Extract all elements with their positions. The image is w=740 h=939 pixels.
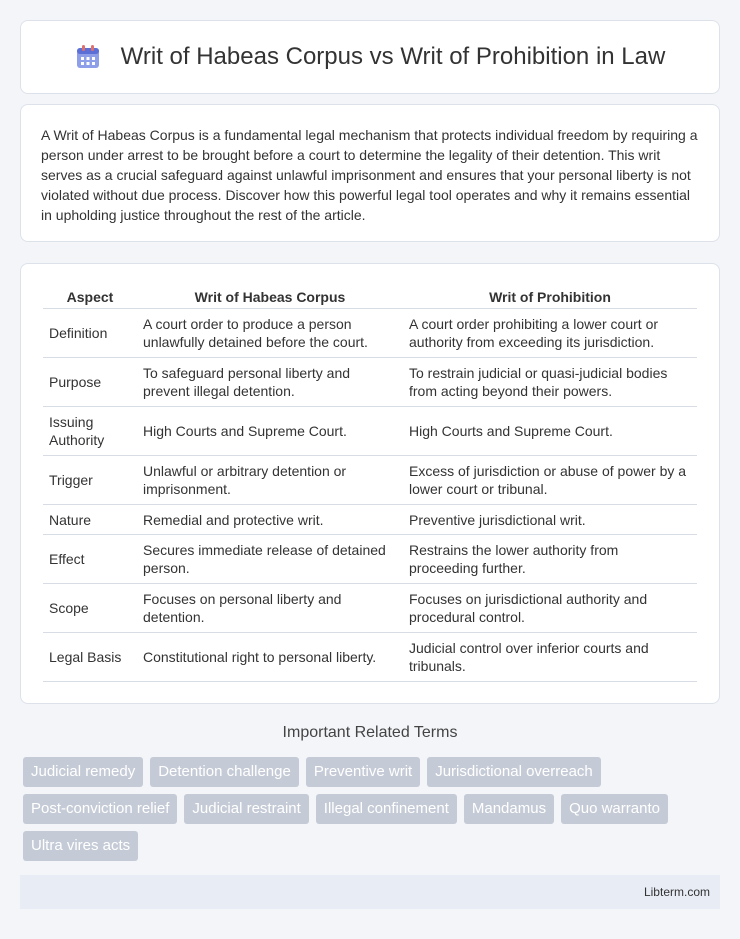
row-habeas-corpus: High Courts and Supreme Court.: [137, 407, 403, 456]
related-terms-title: Important Related Terms: [282, 724, 458, 741]
calendar-icon: [75, 44, 101, 70]
footer-site-link[interactable]: Libterm.com: [643, 885, 710, 899]
row-prohibition: Focuses on jurisdictional authority and procedural control.: [403, 584, 697, 633]
row-aspect: Trigger: [43, 456, 137, 505]
row-aspect: Effect: [43, 535, 137, 584]
intro-text: A Writ of Habeas Corpus is a fundamental legal mechanism that protects individual freedom by requiring a person under arrest to be brought before a court to determine the legality of their detention. This writ serves as a crucial safeguard against unlawful imprisonment and ensures that your personal liberty is not violated without due process. Discover how this powerful legal tool operates and why it remains essential in upholding justice throughout the rest of the article.: [41, 127, 698, 223]
table-row: [43, 309, 697, 358]
related-term-tag[interactable]: Ultra vires acts: [23, 831, 138, 861]
row-aspect: Scope: [43, 584, 137, 633]
related-term-tag[interactable]: Mandamus: [464, 794, 554, 824]
related-terms-list: [23, 757, 723, 861]
table-row: [43, 584, 697, 633]
row-habeas-corpus: Focuses on personal liberty and detention.: [137, 584, 403, 633]
row-aspect: Nature: [43, 505, 137, 535]
row-aspect: Legal Basis: [43, 633, 137, 682]
row-prohibition: High Courts and Supreme Court.: [403, 407, 697, 456]
row-habeas-corpus: To safeguard personal liberty and prevent illegal detention.: [137, 358, 403, 407]
table-row: [43, 505, 697, 535]
related-term-tag[interactable]: Post-conviction relief: [23, 794, 177, 824]
row-prohibition: A court order prohibiting a lower court or authority from exceeding its jurisdiction.: [403, 309, 697, 358]
row-habeas-corpus: A court order to produce a person unlawfully detained before the court.: [137, 309, 403, 358]
header-habeas-corpus: Writ of Habeas Corpus: [137, 284, 403, 309]
header-prohibition: Writ of Prohibition: [403, 284, 697, 309]
row-habeas-corpus: Remedial and protective writ.: [137, 505, 403, 535]
comparison-table-card: [20, 263, 720, 704]
related-term-tag[interactable]: Illegal confinement: [316, 794, 457, 824]
related-term-tag[interactable]: Jurisdictional overreach: [427, 757, 601, 787]
row-prohibition: Judicial control over inferior courts and tribunals.: [403, 633, 697, 682]
footer: [20, 875, 720, 909]
row-prohibition: To restrain judicial or quasi-judicial bodies from acting beyond their powers.: [403, 358, 697, 407]
related-term-tag[interactable]: Quo warranto: [561, 794, 668, 824]
row-prohibition: Restrains the lower authority from proceeding further.: [403, 535, 697, 584]
table-row: [43, 535, 697, 584]
row-prohibition: Preventive jurisdictional writ.: [403, 505, 697, 535]
related-term-tag[interactable]: Preventive writ: [306, 757, 420, 787]
table-row: [43, 633, 697, 682]
table-row: [43, 456, 697, 505]
row-habeas-corpus: Unlawful or arbitrary detention or imprisonment.: [137, 456, 403, 505]
row-aspect: Purpose: [43, 358, 137, 407]
comparison-table: [43, 284, 697, 682]
page-title: Writ of Habeas Corpus vs Writ of Prohibition in Law: [120, 43, 666, 70]
table-row: [43, 358, 697, 407]
row-aspect: Definition: [43, 309, 137, 358]
related-term-tag[interactable]: Judicial restraint: [184, 794, 308, 824]
related-term-tag[interactable]: Judicial remedy: [23, 757, 143, 787]
row-habeas-corpus: Secures immediate release of detained person.: [137, 535, 403, 584]
header-aspect: Aspect: [43, 284, 137, 309]
header-card: [20, 20, 720, 94]
row-habeas-corpus: Constitutional right to personal liberty.: [137, 633, 403, 682]
intro-card: [20, 104, 720, 242]
row-prohibition: Excess of jurisdiction or abuse of power by a lower court or tribunal.: [403, 456, 697, 505]
row-aspect: Issuing Authority: [43, 407, 137, 456]
related-term-tag[interactable]: Detention challenge: [150, 757, 299, 787]
table-row: [43, 407, 697, 456]
